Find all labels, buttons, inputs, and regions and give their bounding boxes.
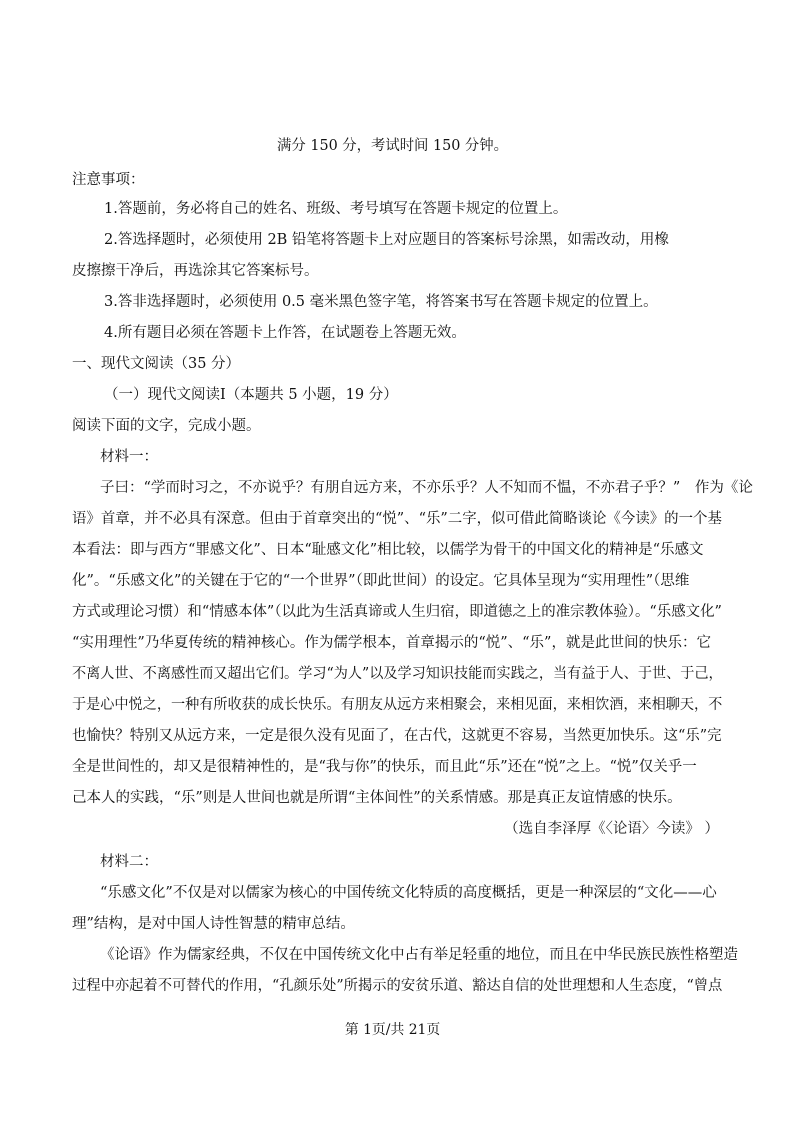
score-time-header: 满分 150 分，考试时间 150 分钟。 bbox=[277, 138, 509, 154]
reading-instruction: 阅读下面的文字，完成小题。 bbox=[72, 418, 261, 434]
material-1-line: “实用理性”乃华夏传统的精神核心。作为儒学根本，首章揭示的“悦”、“乐”，就是此世间的快乐：它 bbox=[72, 635, 711, 651]
section-title: 一、现代文阅读（35 分） bbox=[72, 356, 241, 372]
material-1-line: 己本人的实践，“乐”则是人世间也就是所谓“主体间性”的关系情感。那是真正友谊情感的快乐。 bbox=[72, 790, 682, 806]
material-1-line: 子曰：“学而时习之，不亦说乎？有朋自远方来，不亦乐乎？人不知而不愠，不亦君子乎？” 作为《论 bbox=[100, 480, 753, 496]
material-1-line: 也愉快？特别又从远方来，一定是很久没有见面了，在古代，这就更不容易，当然更加快乐。这“乐”完 bbox=[72, 728, 722, 744]
note-item-1: 1.答题前，务必将自己的姓名、班级、考号填写在答题卡规定的位置上。 bbox=[104, 201, 568, 217]
material-1-line: 本看法：即与西方“罪感文化”、日本“耻感文化”相比较，以儒学为骨干的中国文化的精神是“乐感文 bbox=[72, 542, 704, 558]
note-item-2-continued: 皮擦擦干净后，再选涂其它答案标号。 bbox=[72, 263, 319, 279]
material-2-line: 理”结构，是对中国人诗性智慧的精审总结。 bbox=[72, 916, 355, 932]
material-1-line: 不离人世、不离感性而又超出它们。学习“为人”以及学习知识技能而实践之，当有益于人、于世、于己， bbox=[72, 666, 723, 682]
notes-title: 注意事项： bbox=[72, 172, 145, 188]
material-1-line: 于是心中悦之，一种有所收获的成长快乐。有朋友从远方来相聚会，来相见面，来相饮酒，来相聊天，不 bbox=[72, 697, 723, 713]
note-item-2: 2.答选择题时，必须使用 2B 铅笔将答题卡上对应题目的答案标号涂黑，如需改动，用橡 bbox=[104, 232, 669, 248]
material-1-source: （选自李泽厚《〈论语〉今读》 ） bbox=[504, 821, 719, 837]
section-subtitle: （一）现代文阅读Ⅰ（本题共 5 小题，19 分） bbox=[104, 387, 398, 403]
material-1-line: 语》首章，并不必具有深意。但由于首章突出的“悦”、“乐”二字，似可借此简略谈论《今读》的一个基 bbox=[72, 511, 722, 527]
material-1-line: 方式或理论习惯）和“情感本体”（以此为生活真谛或人生归宿，即道德之上的准宗教体验）。“乐感文化” bbox=[72, 604, 722, 620]
material-1-line: 全是世间性的，却又是很精神性的，是“我与你”的快乐，而且此“乐”还在“悦”之上。“悦”仅关乎一 bbox=[72, 759, 697, 775]
material-1-line: 化”。“乐感文化”的关键在于它的“一个世界”（即此世间）的设定。它具体呈现为“实用理性”（思维 bbox=[72, 573, 690, 589]
note-item-4: 4.所有题目必须在答题卡上作答，在试题卷上答题无效。 bbox=[104, 325, 466, 341]
page-number-footer: 第 1页/共 21页 bbox=[344, 1022, 441, 1038]
material-2-line: “乐感文化”不仅是对以儒家为核心的中国传统文化特质的高度概括，更是一种深层的“文化——心 bbox=[100, 885, 717, 901]
material-2-label: 材料二： bbox=[100, 854, 158, 870]
material-1-label: 材料一： bbox=[100, 449, 158, 465]
material-2-line: 过程中亦起着不可替代的作用，“孔颜乐处”所揭示的安贫乐道、豁达自信的处世理想和人生态度，“曾点 bbox=[72, 978, 723, 994]
material-2-line: 《论语》作为儒家经典，不仅在中国传统文化中占有举足轻重的地位，而且在中华民族民族性格塑造 bbox=[100, 947, 738, 963]
note-item-3: 3.答非选择题时，必须使用 0.5 毫米黑色签字笔，将答案书写在答题卡规定的位置上。 bbox=[104, 294, 658, 310]
